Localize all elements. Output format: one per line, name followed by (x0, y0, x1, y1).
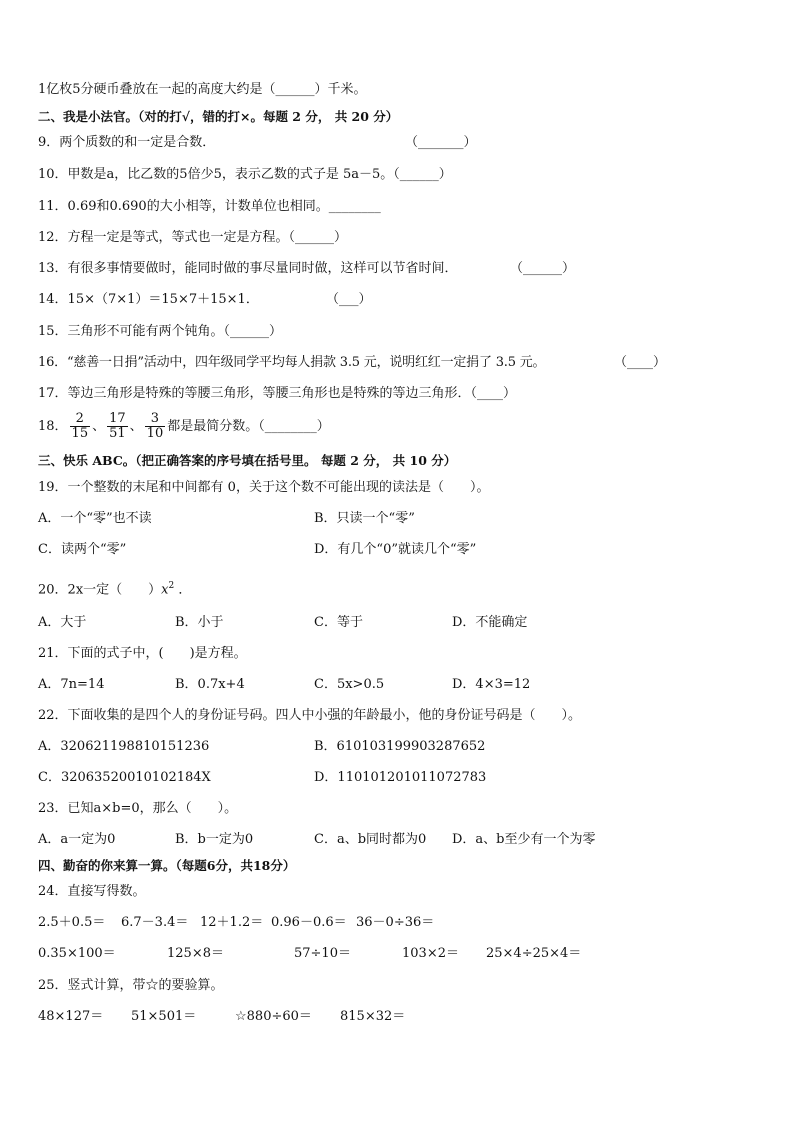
question-24: 24．直接写得数。 (38, 884, 146, 899)
fraction-denominator: 15 (71, 426, 89, 441)
fraction-numerator: 3 (145, 412, 166, 427)
q22-option-d: D．110101201011072783 (314, 770, 487, 785)
question-22: 22．下面收集的是四个人的身份证号码。四人中小强的年龄最小，他的身份证号码是（ ）。 (38, 708, 582, 723)
section-2-heading: 二、我是小法官。（对的打√，错的打×。每题 2 分， 共 20 分） (38, 109, 399, 124)
question-20-tail: ． (174, 582, 192, 598)
q19-option-b: B．只读一个“零” (314, 511, 415, 526)
calc-item: ☆880÷60＝ (235, 1009, 312, 1024)
question-9-blank: （_______） (405, 135, 477, 150)
calc-item: 51×501＝ (131, 1009, 197, 1024)
calc-item: 6.7－3.4＝ (121, 915, 189, 930)
question-13-blank: （______） (510, 261, 576, 276)
q20-option-b: B．小于 (175, 615, 224, 630)
calc-item: 36－0÷36＝ (356, 915, 435, 930)
calc-item: 103×2＝ (402, 946, 459, 961)
q23-option-b: B．b一定为0 (175, 832, 254, 847)
q19-option-c: C．读两个“零” (38, 542, 127, 557)
calc-item: 0.96－0.6＝ (271, 915, 347, 930)
q20-option-d: D．不能确定 (452, 615, 528, 630)
q22-option-a: A．320621198810151236 (38, 739, 210, 754)
q20-option-a: A．大于 (38, 615, 87, 630)
calc-item: 48×127＝ (38, 1009, 104, 1024)
q21-option-a: A．7n=14 (38, 677, 105, 692)
question-20-text: 20．2x一定（ ） (38, 582, 162, 598)
question-10: 10．甲数是a，比乙数的5倍少5，表示乙数的式子是 5a－5。（______） (38, 167, 452, 182)
fraction-17-51 (107, 412, 128, 441)
q20-option-c: C．等于 (314, 615, 363, 630)
fraction-3-10 (145, 412, 166, 441)
q23-option-d: D．a、b至少有一个为零 (452, 832, 596, 847)
question-18-prefix: 18． (38, 419, 68, 434)
fraction-numerator: 2 (70, 412, 91, 427)
question-16: 16．“慈善一日捐”活动中，四年级同学平均每人捐款 3.5 元，说明红红一定捐了 3.5 元。 (38, 355, 546, 370)
q19-option-a: A．一个“零”也不读 (38, 511, 152, 526)
question-19: 19．一个整数的末尾和中间都有 0，关于这个数不可能出现的读法是（ ）。 (38, 480, 490, 495)
question-15: 15．三角形不可能有两个钝角。（______） (38, 324, 283, 339)
question-23: 23．已知a×b=0，那么（ ）。 (38, 801, 238, 816)
calc-item: 2.5＋0.5＝ (38, 915, 106, 930)
question-18-suffix: 都是最简分数。（________） (167, 419, 330, 434)
question-14: 14．15×（7×1）＝15×7＋15×1． (38, 292, 259, 307)
question-14-blank: （___） (326, 292, 372, 307)
q23-option-c: C．a、b同时都为0 (314, 832, 427, 847)
calc-item: 125×8＝ (167, 946, 224, 961)
fraction-2-15 (70, 412, 91, 441)
fraction-denominator: 10 (146, 426, 164, 441)
q23-option-a: A．a一定为0 (38, 832, 116, 847)
question-12: 12．方程一定是等式，等式也一定是方程。（______） (38, 230, 348, 245)
question-20-exponent: 2 (168, 581, 175, 591)
separator: 、 (92, 419, 106, 434)
question-18 (38, 410, 330, 444)
calc-item: 25×4÷25×4＝ (486, 946, 582, 961)
question-8-tail: 1亿枚5分硬币叠放在一起的高度大约是（______）千米。 (38, 82, 367, 97)
question-20-var: x (161, 582, 169, 598)
q21-option-d: D．4×3=12 (452, 677, 531, 692)
section-3-heading: 三、快乐 ABC。（把正确答案的序号填在括号里。 每题 2 分， 共 10 分） (38, 453, 457, 468)
calc-item: 12＋1.2＝ (200, 915, 264, 930)
question-13: 13．有很多事情要做时，能同时做的事尽量同时做，这样可以节省时间． (38, 261, 458, 276)
question-21: 21．下面的式子中，( )是方程。 (38, 646, 247, 661)
question-17: 17．等边三角形是特殊的等腰三角形，等腰三角形也是特殊的等边三角形．（____） (38, 386, 517, 401)
question-20 (38, 578, 191, 598)
calc-item: 815×32＝ (340, 1009, 406, 1024)
question-16-blank: （____） (614, 355, 667, 370)
q19-option-d: D．有几个“0”就读几个“零” (314, 542, 477, 557)
question-9: 9．两个质数的和一定是合数． (38, 135, 216, 150)
separator: 、 (129, 419, 143, 434)
fraction-denominator: 51 (109, 426, 126, 441)
section-4-heading: 四、勤奋的你来算一算。（每题6分，共18分） (38, 858, 296, 873)
q21-option-b: B．0.7x+4 (175, 677, 245, 692)
q22-option-c: C．32063520010102184X (38, 770, 211, 785)
question-25: 25．竖式计算，带☆的要验算。 (38, 978, 224, 993)
fraction-numerator: 17 (109, 411, 126, 426)
calc-item: 0.35×100＝ (38, 946, 116, 961)
calc-item: 57÷10＝ (294, 946, 351, 961)
question-11: 11．0.69和0.690的大小相等，计数单位也相同。________ (38, 199, 381, 214)
q21-option-c: C．5x>0.5 (314, 677, 385, 692)
q22-option-b: B．610103199903287652 (314, 739, 486, 754)
